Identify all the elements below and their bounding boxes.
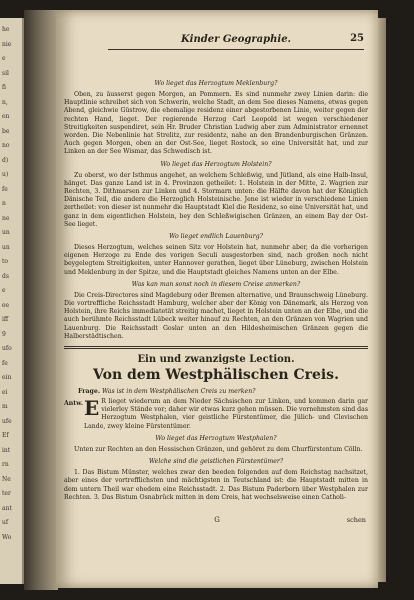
answer-paragraph: 1. Das Bistum Münster, welches zwar den beeden folgenden auf dem Reichstag nachsitzet, aber eines der vortrefflichsten und mächtigsten in Teutschland ist: die Hauptstadt mitten in dem untern Theil war ehedem eine Reichsstadt. 2. Das Bistum Paderborn über Westphalen zur Rechten. 3. Das Bistum Osnabrück mitten in dem Creis, hat wechselsweise einen Catholi-	[64, 469, 368, 501]
left-page-fragment: iff	[2, 316, 9, 323]
left-page-fragment: ant	[2, 504, 12, 512]
left-page-fragment: no	[2, 142, 10, 149]
frage-label: Frage.	[78, 388, 100, 396]
section-westphalen	[64, 435, 368, 454]
left-page-fragment: ufo	[2, 345, 12, 352]
left-page-fragment: ein	[2, 374, 12, 381]
lection-title: Ein und zwanzigste Lection.	[137, 354, 295, 366]
section-holstein	[64, 161, 368, 229]
left-page-fragment: fi	[2, 84, 7, 91]
left-page-fragment: e	[2, 287, 6, 294]
left-page-edge	[0, 18, 24, 584]
left-page-fragment: fe	[2, 359, 8, 367]
left-page-fragment: nie	[2, 40, 12, 48]
section-divider	[64, 346, 368, 349]
left-page-fragment: ei	[2, 388, 8, 396]
left-page-fragment: en	[2, 113, 10, 120]
left-page-fragment: fe	[2, 185, 8, 193]
left-page-fragment: e	[2, 55, 6, 62]
section-creis-notes	[64, 281, 368, 341]
left-page-fragment: n	[2, 200, 6, 207]
left-page-fragment: ds	[2, 272, 9, 280]
catchword: schen	[346, 516, 366, 524]
frage-line	[78, 388, 368, 396]
left-page-fragment: u)	[2, 171, 9, 178]
antwort-label: Antw.	[64, 400, 84, 408]
left-page-fragment: un	[2, 229, 10, 236]
left-page-fragment: be	[2, 127, 10, 135]
left-page-fragment: to	[2, 258, 9, 265]
creis-title: Von dem Westphälischen Creis.	[93, 367, 339, 384]
question-heading: Wo lieget endlich Lauenburg?	[169, 233, 263, 241]
left-page-fragment: ufe	[2, 417, 12, 425]
left-page-fragment: d)	[2, 156, 9, 164]
answer-paragraph: Dieses Herzogtum, welches seinen Sitz vor Holstein hat, nunmehr aber, da die vorherigen eigenen Herzoge zu Ende des vorigen Seculi ausgestorben sind, nach großen noch nicht beygelegtem Streitigkeiten, unter Hannover gerathen, lieget über Lüneburg, zwischen Holstein und Meklenburg in der Spitze, und die Hauptstadt gleiches Namens unten an der Elbe.	[64, 244, 368, 276]
section-lauenburg	[64, 233, 368, 277]
signature-mark: G	[214, 516, 220, 524]
book-page	[56, 10, 378, 588]
left-page-fragment: ter	[2, 490, 11, 497]
page-content	[64, 76, 368, 502]
frage-text: Was ist in dem Westphälischen Creis zu merken?	[101, 388, 256, 396]
question-heading: Wo lieget das Herzogtum Westphalen?	[155, 434, 277, 442]
left-page-fragment: Ef	[2, 432, 9, 439]
question-heading: Welche sind die geistlichen Fürstentümer?	[148, 458, 284, 466]
page-number: 25	[350, 33, 364, 44]
left-page-fragment: he	[2, 26, 10, 33]
antwort-block	[64, 398, 368, 431]
drop-cap: E	[84, 396, 100, 421]
left-page-fragment: sil	[2, 69, 9, 77]
book-gutter	[24, 10, 58, 590]
antwort-text: R lieget wiederum an dem Nieder Sächsischen zur Linken, und kommen darin gar vielerley Stände vor; daher wir etwas kurz gehen müssen. Die vornehmsten sind das Herzogtum Westphalen, vier geistliche Fürstentümer, die Jülich- und Clevischen Lande, zwey kleine Fürstentümer.	[84, 398, 368, 430]
running-title: Kinder Geographie.	[180, 34, 292, 45]
answer-paragraph: Die Creis-Directores sind Magdeburg oder Bremen alternative, und Braunschweig Lüneburg. Die vortreffliche Reichsstadt Hamburg, welcher aber der König von Dänemark, als Herzog von Holstein, ihre Reichs immediatetät streitig machet, lieget in Holstein unten an der Elbe, und die auch berühmte Reichsstadt Lübeck weiter hinauf zu Rechten, an den Gränzen von Wagrien und Lauenburg. Die Reichsstadt Goslar unten an den Hildesheimischen Gränzen gegen die Halberstädtischen.	[64, 291, 368, 340]
left-page-fragment: Wo	[2, 533, 12, 541]
left-page-fragment: ne	[2, 214, 10, 222]
antwort-paragraph	[84, 398, 368, 431]
left-page-fragment: n,	[2, 98, 8, 106]
left-page-fragment: int	[2, 446, 11, 454]
question-heading: Wo lieget das Herzogtum Holstein?	[160, 160, 272, 168]
left-page-fragment: Ne	[2, 475, 11, 483]
question-heading: Was kan man sonst noch in diesem Creise anmerken?	[131, 280, 301, 288]
left-page-fragment: ee	[2, 301, 10, 309]
left-page-fragment: un	[2, 243, 10, 251]
question-heading: Wo lieget das Herzogtum Meklenburg?	[154, 80, 278, 87]
left-page-fragment: 9	[2, 330, 6, 338]
left-page-fragment: m	[2, 403, 8, 410]
answer-paragraph: Zu oberst, wo der Isthmus angehet, an welchem Schleßwig, und Jütland, als eine Halb-Insul, hänget. Das ganze Land ist in 4. Provinzen getheilet: 1. Holstein in der Mitte, 2. Wagrien zur Rechten, 3. Dithmarsen zur Linken und 4. Stormarn unten: die Hälfte davon hat der Königlich Dänische Teil, die andere die Herzoglich Holsteinische. Jene ist wieder in verschiedene Linien zertheilet: von dieser ist nunmehr die Hauptstadt Kiel die Residenz, so eine Universität hat, und ganz in dem eigentlichen Holstein, bey den Schleßwigischen Gränzen, an einem Bay der Ost-See lieget.	[64, 171, 368, 228]
page-stack-edge	[378, 18, 386, 582]
answer-paragraph: Unten zur Rechten an den Hessischen Gränzen, und gehöret zu dem Churfürstentum Cölln.	[74, 445, 363, 453]
section-geistlich	[64, 458, 368, 502]
answer-paragraph: Oben, zu äusserst gegen Morgen, an Pommern. Es sind nunmehr zwey Linien darin: die Hauptlinie schreibet sich von Schwerin, welche Stadt, an dem See dieses Namens, etwas gegen Abend, gleichwie Güstrow, die ehemalige residenz einer abgestorbenen Linie, weiter gegen der rechten Hand, lieget. Der regierende Herzog Carl Leopold ist wegen verschiedener Streitigkeiten suspendiret, sein Hr. Bruder Christian Ludwig aber zum Administrator ernennet worden. Die Nebenlinie hat Strelitz, zur residentz, nahe an den Brandenburgischen Gränzen. Auch gegen Morgen, oben an der Ost-See, lieget Rostock, so eine Universität hat, und zur Linken an der See Wismar, das Schwedisch ist.	[64, 91, 368, 156]
left-page-fragment: uf	[2, 519, 9, 526]
section-meklenburg	[64, 80, 368, 157]
running-header	[108, 32, 364, 50]
left-page-fragment: rn	[2, 461, 9, 468]
